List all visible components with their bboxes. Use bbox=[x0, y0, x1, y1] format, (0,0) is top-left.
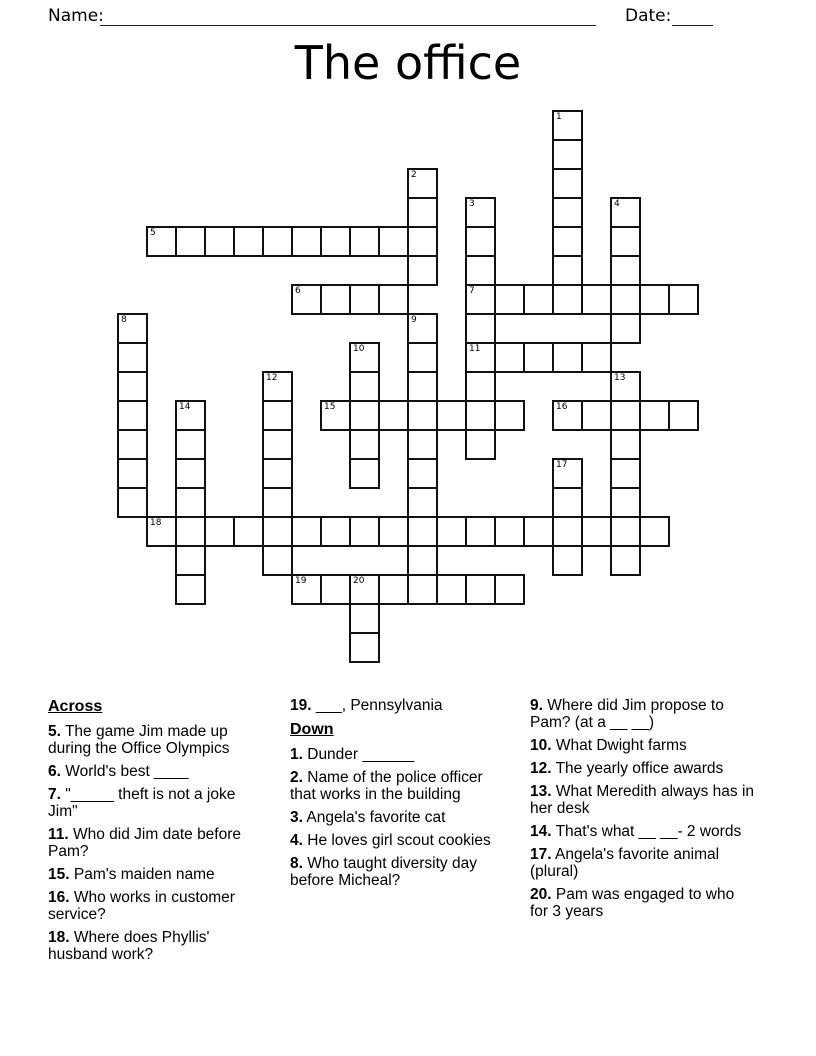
grid-cell-r10c11[interactable] bbox=[436, 400, 467, 431]
grid-cell-r6c14[interactable] bbox=[523, 284, 554, 315]
grid-cell-r4c6[interactable] bbox=[291, 226, 322, 257]
grid-cell-r6c12[interactable] bbox=[465, 284, 496, 315]
grid-cell-r5c15[interactable] bbox=[552, 255, 583, 286]
clue-18-number: 18. bbox=[48, 929, 70, 946]
clues-header-down: Down bbox=[290, 721, 334, 738]
grid-cell-r6c16[interactable] bbox=[581, 284, 612, 315]
clue-number-11: 11 bbox=[469, 344, 481, 354]
grid-cell-r4c9[interactable] bbox=[378, 226, 409, 257]
clue-1-number: 1. bbox=[290, 746, 303, 763]
clue-number-18: 18 bbox=[150, 518, 162, 528]
grid-cell-r14c3[interactable] bbox=[204, 516, 235, 547]
clue-number-8: 8 bbox=[121, 315, 127, 325]
clue-3: 3. Angela's favorite cat bbox=[290, 809, 446, 826]
grid-cell-r6c9[interactable] bbox=[378, 284, 409, 315]
clue-number-16: 16 bbox=[556, 402, 568, 412]
grid-cell-r8c8[interactable] bbox=[349, 342, 380, 373]
clue-number-17: 17 bbox=[556, 460, 568, 470]
clue-number-7: 7 bbox=[469, 286, 475, 296]
clues-column-middle bbox=[290, 697, 494, 895]
grid-cell-r9c0[interactable] bbox=[117, 371, 148, 402]
grid-cell-r11c2[interactable] bbox=[175, 429, 206, 460]
grid-cell-r5c17[interactable] bbox=[610, 255, 641, 286]
grid-cell-r10c10[interactable] bbox=[407, 400, 438, 431]
grid-cell-r16c7[interactable] bbox=[320, 574, 351, 605]
grid-cell-r14c12[interactable] bbox=[465, 516, 496, 547]
grid-cell-r14c14[interactable] bbox=[523, 516, 554, 547]
clue-number-4: 4 bbox=[614, 199, 620, 209]
date-label: Date: bbox=[625, 6, 672, 26]
date-input-line[interactable] bbox=[672, 10, 713, 26]
grid-cell-r12c0[interactable] bbox=[117, 458, 148, 489]
clue-5-number: 5. bbox=[48, 723, 61, 740]
clue-number-14: 14 bbox=[179, 402, 191, 412]
page-title: The office bbox=[294, 36, 522, 90]
grid-cell-r15c17[interactable] bbox=[610, 545, 641, 576]
grid-cell-r3c15[interactable] bbox=[552, 197, 583, 228]
grid-cell-r7c0[interactable] bbox=[117, 313, 148, 344]
clue-13-number: 13. bbox=[530, 783, 552, 800]
clue-number-15: 15 bbox=[324, 402, 336, 412]
grid-cell-r14c5[interactable] bbox=[262, 516, 293, 547]
grid-cell-r15c2[interactable] bbox=[175, 545, 206, 576]
grid-cell-r9c5[interactable] bbox=[262, 371, 293, 402]
grid-cell-r11c0[interactable] bbox=[117, 429, 148, 460]
clue-10: 10. What Dwight farms bbox=[530, 737, 687, 754]
clue-20: 20. Pam was engaged to who for 3 years bbox=[530, 886, 735, 920]
grid-cell-r1c15[interactable] bbox=[552, 139, 583, 170]
name-input-line[interactable] bbox=[100, 10, 596, 26]
grid-cell-r14c10[interactable] bbox=[407, 516, 438, 547]
clue-number-10: 10 bbox=[353, 344, 365, 354]
grid-cell-r4c15[interactable] bbox=[552, 226, 583, 257]
clue-3-number: 3. bbox=[290, 809, 303, 826]
clue-8-number: 8. bbox=[290, 855, 303, 872]
grid-cell-r10c13[interactable] bbox=[494, 400, 525, 431]
grid-cell-r8c0[interactable] bbox=[117, 342, 148, 373]
grid-cell-r16c9[interactable] bbox=[378, 574, 409, 605]
grid-cell-r16c6[interactable] bbox=[291, 574, 322, 605]
grid-cell-r4c5[interactable] bbox=[262, 226, 293, 257]
clue-2-number: 2. bbox=[290, 769, 303, 786]
clue-2: 2. Name of the police officer that works in the building bbox=[290, 769, 483, 803]
grid-cell-r14c15[interactable] bbox=[552, 516, 583, 547]
grid-cell-r11c10[interactable] bbox=[407, 429, 438, 460]
grid-cell-r7c12[interactable] bbox=[465, 313, 496, 344]
grid-cell-r3c10[interactable] bbox=[407, 197, 438, 228]
clue-7: 7. "_____ theft is not a joke Jim" bbox=[48, 786, 236, 820]
grid-cell-r10c9[interactable] bbox=[378, 400, 409, 431]
grid-cell-r14c4[interactable] bbox=[233, 516, 264, 547]
grid-cell-r10c8[interactable] bbox=[349, 400, 380, 431]
clue-9: 9. Where did Jim propose to Pam? (at a __ __) bbox=[530, 697, 724, 731]
clue-10-number: 10. bbox=[530, 737, 552, 754]
grid-cell-r5c10[interactable] bbox=[407, 255, 438, 286]
grid-cell-r6c15[interactable] bbox=[552, 284, 583, 315]
clue-1: 1. Dunder ______ bbox=[290, 746, 415, 763]
grid-cell-r3c12[interactable] bbox=[465, 197, 496, 228]
grid-cell-r4c7[interactable] bbox=[320, 226, 351, 257]
clue-number-1: 1 bbox=[556, 112, 562, 122]
grid-cell-r14c18[interactable] bbox=[639, 516, 670, 547]
grid-cell-r10c0[interactable] bbox=[117, 400, 148, 431]
grid-cell-r16c12[interactable] bbox=[465, 574, 496, 605]
grid-cell-r11c12[interactable] bbox=[465, 429, 496, 460]
grid-cell-r13c10[interactable] bbox=[407, 487, 438, 518]
clue-14: 14. That's what __ __- 2 words bbox=[530, 823, 742, 840]
grid-cell-r11c17[interactable] bbox=[610, 429, 641, 460]
grid-cell-r10c16[interactable] bbox=[581, 400, 612, 431]
clue-11-number: 11. bbox=[48, 826, 69, 843]
grid-cell-r15c15[interactable] bbox=[552, 545, 583, 576]
grid-cell-r4c1[interactable] bbox=[146, 226, 177, 257]
clue-13: 13. What Meredith always has in her desk bbox=[530, 783, 755, 817]
grid-cell-r2c10[interactable] bbox=[407, 168, 438, 199]
clue-16-number: 16. bbox=[48, 889, 70, 906]
clue-5: 5. The game Jim made up during the Office Olympics bbox=[48, 723, 230, 757]
grid-cell-r16c8[interactable] bbox=[349, 574, 380, 605]
clue-18: 18. Where does Phyllis' husband work? bbox=[48, 929, 210, 963]
grid-cell-r14c13[interactable] bbox=[494, 516, 525, 547]
grid-cell-r14c2[interactable] bbox=[175, 516, 206, 547]
grid-cell-r12c15[interactable] bbox=[552, 458, 583, 489]
grid-cell-r14c6[interactable] bbox=[291, 516, 322, 547]
clue-number-20: 20 bbox=[353, 576, 365, 586]
grid-cell-r15c10[interactable] bbox=[407, 545, 438, 576]
clue-19-number: 19. bbox=[290, 697, 312, 714]
grid-cell-r13c15[interactable] bbox=[552, 487, 583, 518]
grid-cell-r3c17[interactable] bbox=[610, 197, 641, 228]
clue-17-number: 17. bbox=[530, 846, 552, 863]
grid-cell-r11c5[interactable] bbox=[262, 429, 293, 460]
clues-header-across: Across bbox=[48, 698, 103, 715]
clue-number-3: 3 bbox=[469, 199, 475, 209]
grid-cell-r2c15[interactable] bbox=[552, 168, 583, 199]
clue-number-13: 13 bbox=[614, 373, 626, 383]
clue-number-6: 6 bbox=[295, 286, 301, 296]
grid-cell-r14c8[interactable] bbox=[349, 516, 380, 547]
clue-number-2: 2 bbox=[411, 170, 417, 180]
grid-cell-r9c8[interactable] bbox=[349, 371, 380, 402]
clue-17: 17. Angela's favorite animal (plural) bbox=[530, 846, 720, 880]
clue-7-number: 7. bbox=[48, 786, 61, 803]
grid-cell-r8c16[interactable] bbox=[581, 342, 612, 373]
grid-cell-r16c2[interactable] bbox=[175, 574, 206, 605]
grid-cell-r8c15[interactable] bbox=[552, 342, 583, 373]
name-label: Name: bbox=[48, 6, 104, 26]
clue-number-5: 5 bbox=[150, 228, 156, 238]
grid-cell-r6c19[interactable] bbox=[668, 284, 699, 315]
grid-cell-r16c13[interactable] bbox=[494, 574, 525, 605]
grid-cell-r4c10[interactable] bbox=[407, 226, 438, 257]
grid-cell-r14c11[interactable] bbox=[436, 516, 467, 547]
grid-cell-r16c11[interactable] bbox=[436, 574, 467, 605]
grid-cell-r9c12[interactable] bbox=[465, 371, 496, 402]
grid-cell-r8c14[interactable] bbox=[523, 342, 554, 373]
grid-cell-r12c10[interactable] bbox=[407, 458, 438, 489]
grid-cell-r4c4[interactable] bbox=[233, 226, 264, 257]
grid-cell-r12c17[interactable] bbox=[610, 458, 641, 489]
grid-cell-r14c17[interactable] bbox=[610, 516, 641, 547]
grid-cell-r10c15[interactable] bbox=[552, 400, 583, 431]
clue-number-9: 9 bbox=[411, 315, 417, 325]
clue-number-12: 12 bbox=[266, 373, 278, 383]
clues-column-right bbox=[530, 697, 754, 926]
grid-cell-r14c16[interactable] bbox=[581, 516, 612, 547]
grid-cell-r14c9[interactable] bbox=[378, 516, 409, 547]
clue-12: 12. The yearly office awards bbox=[530, 760, 724, 777]
grid-cell-r16c10[interactable] bbox=[407, 574, 438, 605]
grid-cell-r4c2[interactable] bbox=[175, 226, 206, 257]
clue-4: 4. He loves girl scout cookies bbox=[290, 832, 491, 849]
grid-cell-r12c2[interactable] bbox=[175, 458, 206, 489]
grid-cell-r12c5[interactable] bbox=[262, 458, 293, 489]
clue-20-number: 20. bbox=[530, 886, 552, 903]
grid-cell-r10c17[interactable] bbox=[610, 400, 641, 431]
grid-cell-r9c17[interactable] bbox=[610, 371, 641, 402]
grid-cell-r4c17[interactable] bbox=[610, 226, 641, 257]
grid-cell-r15c5[interactable] bbox=[262, 545, 293, 576]
grid-cell-r14c1[interactable] bbox=[146, 516, 177, 547]
clue-15: 15. Pam's maiden name bbox=[48, 866, 215, 883]
grid-cell-r4c3[interactable] bbox=[204, 226, 235, 257]
grid-cell-r8c13[interactable] bbox=[494, 342, 525, 373]
grid-cell-r13c17[interactable] bbox=[610, 487, 641, 518]
grid-cell-r10c19[interactable] bbox=[668, 400, 699, 431]
grid-cell-r10c12[interactable] bbox=[465, 400, 496, 431]
clue-9-number: 9. bbox=[530, 697, 543, 714]
grid-cell-r7c10[interactable] bbox=[407, 313, 438, 344]
grid-cell-r10c5[interactable] bbox=[262, 400, 293, 431]
grid-cell-r14c7[interactable] bbox=[320, 516, 351, 547]
clue-11: 11. Who did Jim date before Pam? bbox=[48, 826, 242, 860]
grid-cell-r4c8[interactable] bbox=[349, 226, 380, 257]
clue-12-number: 12. bbox=[530, 760, 552, 777]
grid-cell-r8c12[interactable] bbox=[465, 342, 496, 373]
grid-cell-r13c0[interactable] bbox=[117, 487, 148, 518]
grid-cell-r10c18[interactable] bbox=[639, 400, 670, 431]
grid-cell-r18c8[interactable] bbox=[349, 632, 380, 663]
grid-cell-r6c7[interactable] bbox=[320, 284, 351, 315]
clue-14-number: 14. bbox=[530, 823, 552, 840]
clue-6-number: 6. bbox=[48, 763, 61, 780]
grid-cell-r4c12[interactable] bbox=[465, 226, 496, 257]
grid-cell-r6c6[interactable] bbox=[291, 284, 322, 315]
grid-cell-r5c12[interactable] bbox=[465, 255, 496, 286]
clue-6: 6. World's best ____ bbox=[48, 763, 189, 780]
grid-cell-r6c13[interactable] bbox=[494, 284, 525, 315]
grid-cell-r10c2[interactable] bbox=[175, 400, 206, 431]
grid-cell-r10c7[interactable] bbox=[320, 400, 351, 431]
clue-4-number: 4. bbox=[290, 832, 303, 849]
grid-cell-r9c10[interactable] bbox=[407, 371, 438, 402]
grid-cell-r6c18[interactable] bbox=[639, 284, 670, 315]
clue-19: 19. ___, Pennsylvania bbox=[290, 697, 443, 714]
grid-cell-r6c8[interactable] bbox=[349, 284, 380, 315]
grid-cell-r0c15[interactable] bbox=[552, 110, 583, 141]
clue-8: 8. Who taught diversity day before Micheal? bbox=[290, 855, 477, 889]
grid-cell-r12c8[interactable] bbox=[349, 458, 380, 489]
clues-column-across bbox=[48, 697, 262, 969]
grid-cell-r17c8[interactable] bbox=[349, 603, 380, 634]
clue-number-19: 19 bbox=[295, 576, 307, 586]
grid-cell-r7c17[interactable] bbox=[610, 313, 641, 344]
grid-cell-r13c2[interactable] bbox=[175, 487, 206, 518]
grid-cell-r11c8[interactable] bbox=[349, 429, 380, 460]
grid-cell-r6c17[interactable] bbox=[610, 284, 641, 315]
clue-15-number: 15. bbox=[48, 866, 70, 883]
grid-cell-r8c10[interactable] bbox=[407, 342, 438, 373]
clue-16: 16. Who works in customer service? bbox=[48, 889, 235, 923]
grid-cell-r13c5[interactable] bbox=[262, 487, 293, 518]
crossword-grid bbox=[117, 110, 701, 665]
